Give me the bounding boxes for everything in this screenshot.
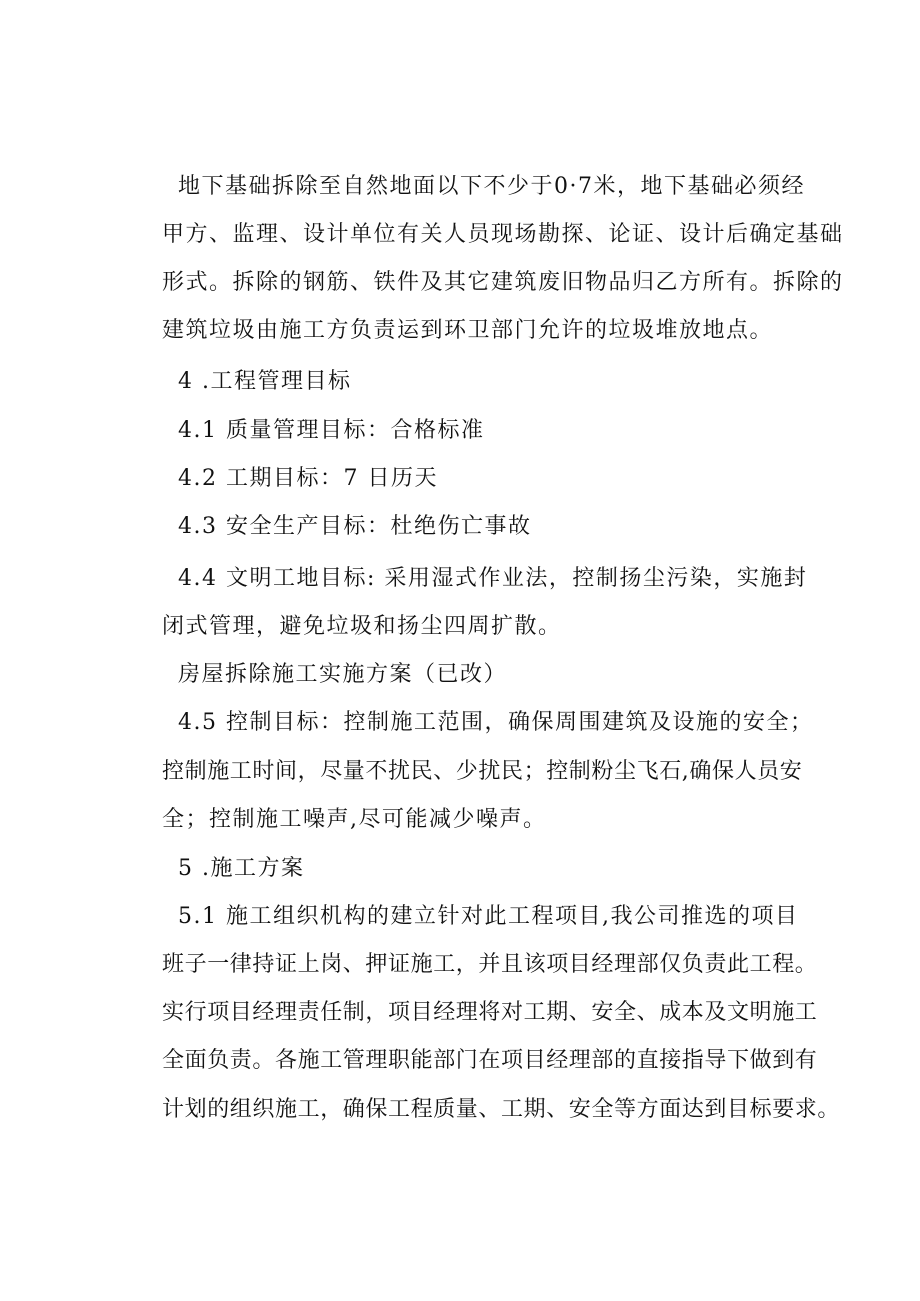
paragraph-demolition-line-1: 地下基础拆除至自然地面以下不少于0·7米，地下基础必须经: [178, 174, 805, 199]
item-control-goal-line-2: 控制施工时间，尽量不扰民、少扰民；控制粉尘飞石,确保人员安: [162, 759, 803, 784]
item-civilized-site-goal-line-1: 4.4 文明工地目标: 采用湿式作业法，控制扬尘污染，实施封: [178, 566, 808, 591]
item-organization-line-2: 班子一律持证上岗、押证施工，并且该项目经理部仅负责此工程。: [162, 952, 818, 977]
item-control-goal-line-1: 4.5 控制目标：控制施工范围，确保周围建筑及设施的安全；: [178, 710, 814, 735]
item-civilized-site-goal-line-2: 闭式管理，避免垃圾和扬尘四周扩散。: [162, 614, 562, 639]
paragraph-demolition-line-2: 甲方、监理、设计单位有关人员现场勘探、论证、设计后确定基础: [162, 222, 844, 247]
item-control-goal-line-3: 全；控制施工噪声,尽可能减少噪声。: [162, 807, 547, 832]
item-schedule-goal: 4.2 工期目标：7 日历天: [178, 466, 438, 491]
item-organization-line-3: 实行项目经理责任制，项目经理将对工期、安全、成本及文明施工: [162, 1000, 818, 1025]
item-organization-line-4: 全面负责。各施工管理职能部门在项目经理部的直接指导下做到有: [162, 1048, 818, 1073]
document-title-note: 房屋拆除施工实施方案（已改）: [178, 662, 508, 687]
item-organization-line-1: 5.1 施工组织机构的建立针对此工程项目,我公司推选的项目: [178, 904, 799, 929]
paragraph-demolition-line-4: 建筑垃圾由施工方负责运到环卫部门允许的垃圾堆放地点。: [162, 318, 774, 343]
item-quality-goal: 4.1 质量管理目标：合格标准: [178, 418, 485, 443]
paragraph-demolition-line-3: 形式。拆除的钢筋、铁件及其它建筑废旧物品归乙方所有。拆除的: [162, 270, 844, 295]
section-heading-construction-plan: 5 .施工方案: [178, 856, 305, 881]
section-heading-management-goals: 4 .工程管理目标: [178, 369, 352, 394]
item-safety-goal: 4.3 安全生产目标：杜绝伤亡事故: [178, 514, 532, 539]
item-organization-line-5: 计划的组织施工，确保工程质量、工期、安全等方面达到目标要求。: [162, 1097, 841, 1122]
